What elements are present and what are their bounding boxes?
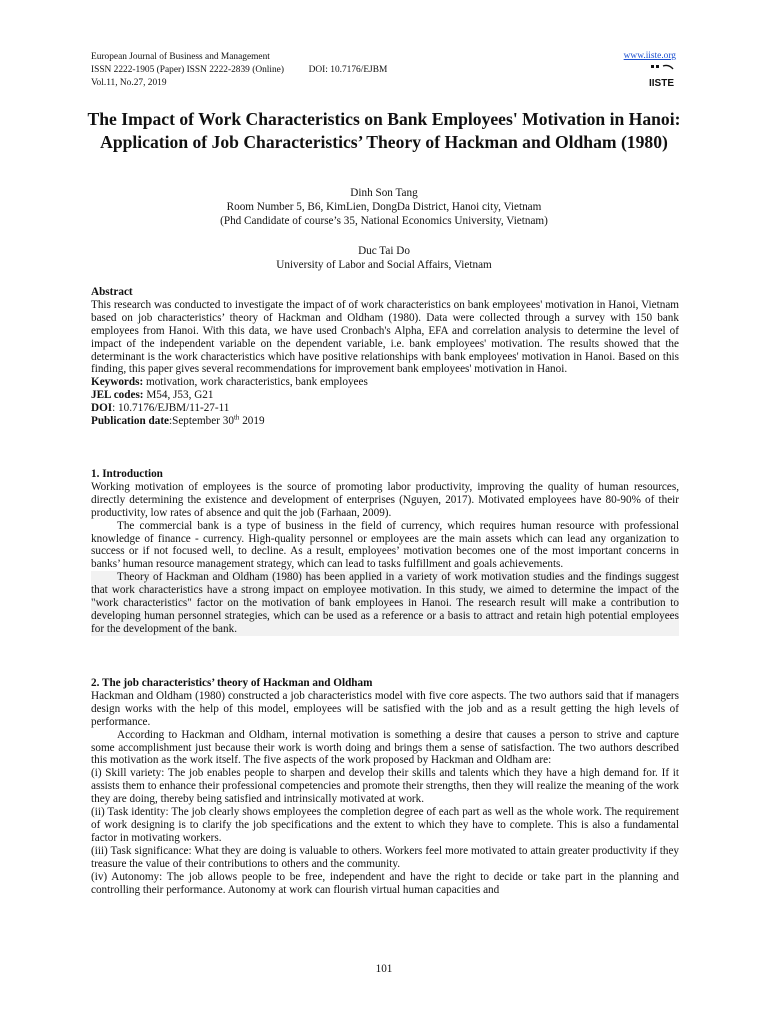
section-heading: 1. Introduction [91, 468, 163, 480]
jel-label: JEL codes: [91, 389, 144, 402]
keywords-line [91, 376, 679, 389]
paragraph: Hackman and Oldham (1980) constructed a job characteristics model with five core aspects. The two authors said that if managers design works with the help of this model, employees will be satisfied with the job and as a result getting the high levels of performance. [91, 689, 679, 728]
author-2-name: Duc Tai Do [358, 245, 410, 257]
author-1-affiliation: (Phd Candidate of course’s 35, National Economics University, Vietnam) [220, 215, 548, 227]
abstract-block [91, 286, 679, 428]
iiste-logo-icon [649, 64, 675, 88]
paragraph: Working motivation of employees is the source of promoting labor productivity, improving the quality of human resources, directly determining the existence and development of enterprises (Nguyen, 2017). Motivated employees have 80-90% of their productivity, low rates of absence and quit the job (Farhaan, 2009). [91, 480, 679, 519]
paragraph: (iv) Autonomy: The job allows people to be free, independent and have the right to decide or take part in the planning and controlling their performance. Autonomy at work can flourish virtual human capacities and [91, 870, 679, 896]
paragraph: (ii) Task identity: The job clearly shows employees the completion degree of each part as well as the whole work. The requirement of work designing is to clarify the job specifications and the extent to which they have to complete. This is also a fundamental factor in motivating workers. [91, 806, 679, 844]
pubdate-label: Publication date [91, 415, 170, 428]
paragraph: Theory of Hackman and Oldham (1980) has been applied in a variety of work motivation studies and the findings suggest that work characteristics have a strong impact on employee motivation. In this study, we aimed to determine the impact of the "work characteristics" factor on the motivation of bank employees in Hanoi. The research result will make a contribution to developing human personnel strategies, which can be used as a reference or a basis to attract and retain high potential employees for the development of the bank. [91, 571, 679, 635]
pubdate-value: :September 30 [169, 415, 234, 428]
keywords-label: Keywords: [91, 376, 144, 389]
journal-issn [91, 64, 387, 76]
jel-line [91, 389, 679, 402]
paper-title: The Impact of Work Characteristics on Bank Employees' Motivation in Hanoi: Application of Job Characteristics’ Theory of Hackman and Oldham (1980) [87, 109, 681, 152]
pubdate-year: 2019 [239, 415, 265, 428]
section-heading: 2. The job characteristics’ theory of Hackman and Oldham [91, 677, 373, 689]
paragraph: The commercial bank is a type of business in the field of currency, which requires human resource with professional knowledge of finance - currency. High-quality personnel or employees are the main assets which can lead any organization to success or if not focused well, to decline. As a result, employees’ motivation becomes one of the most important concerns in banks’ human resource management strategy, which can lead to tasks fulfillment and goals achievements. [91, 519, 679, 571]
paragraph: (i) Skill variety: The job enables people to sharpen and develop their skills and talents which they have a high demand for. If it assists them to enhance their professional competencies and promote their strengths, then they will realize the meaning of the work they are doing, thereby being satisfied and intrinsically motivated at work. [91, 767, 679, 806]
journal-name: European Journal of Business and Management [91, 52, 270, 62]
author-2-affiliation: University of Labor and Social Affairs, Vietnam [276, 259, 492, 271]
pubdate-line [91, 415, 679, 428]
journal-url-link[interactable]: www.iiste.org [623, 51, 676, 61]
doi-label: DOI [91, 402, 113, 415]
abstract-heading: Abstract [91, 286, 133, 298]
journal-doi: DOI: 10.7176/EJBM [308, 65, 388, 75]
author-1-address: Room Number 5, B6, KimLien, DongDa District, Hanoi city, Vietnam [226, 201, 542, 213]
section-introduction [91, 468, 679, 636]
jel-value: M54, J53, G21 [143, 389, 214, 402]
issn-text: ISSN 2222-1905 (Paper) ISSN 2222-2839 (Online) [91, 65, 284, 75]
page-number: 101 [375, 963, 393, 975]
keywords-value: motivation, work characteristics, bank employees [143, 376, 368, 389]
paragraph: (iii) Task significance: What they are doing is valuable to others. Workers feel more motivated to attain greater productivity if they treasure the value of their contributions to others and the community. [91, 844, 679, 870]
abstract-text: This research was conducted to investigate the impact of of work characteristics on bank employees' motivation in Hanoi, Vietnam based on job characteristics’ theory of Hackman and Oldham (1980). Data were collected through a survey with 150 bank employees from Hanoi. With this data, we have used Cronbach's Alpha, EFA and correlation analysis to determine the level of impact of the independent variable on the dependent variable, i.e. bank employees' motivation. The results showed that the determinant is the work characteristics which have positive relationships with bank employees' motivation in Hanoi. Based on this finding, this paper gives several recommendations for improvement bank employees' motivation in Hanoi. [91, 298, 679, 376]
paragraph: According to Hackman and Oldham, internal motivation is something a desire that causes a person to strive and capture some accomplishment just because their work is worth doing and brings them a sense of satisfaction. The two authors described this motivation as the work itself. The five aspects of the work proposed by Hackman and Oldham are: [91, 728, 679, 767]
section-job-characteristics [91, 677, 679, 896]
pubdate-sup: th [233, 413, 240, 422]
logo-text: IISTE [649, 78, 675, 88]
journal-volume: Vol.11, No.27, 2019 [91, 78, 167, 88]
doi-line [91, 402, 679, 415]
doi-value: : 10.7176/EJBM/11-27-11 [112, 402, 230, 415]
author-1-name: Dinh Son Tang [350, 187, 418, 199]
